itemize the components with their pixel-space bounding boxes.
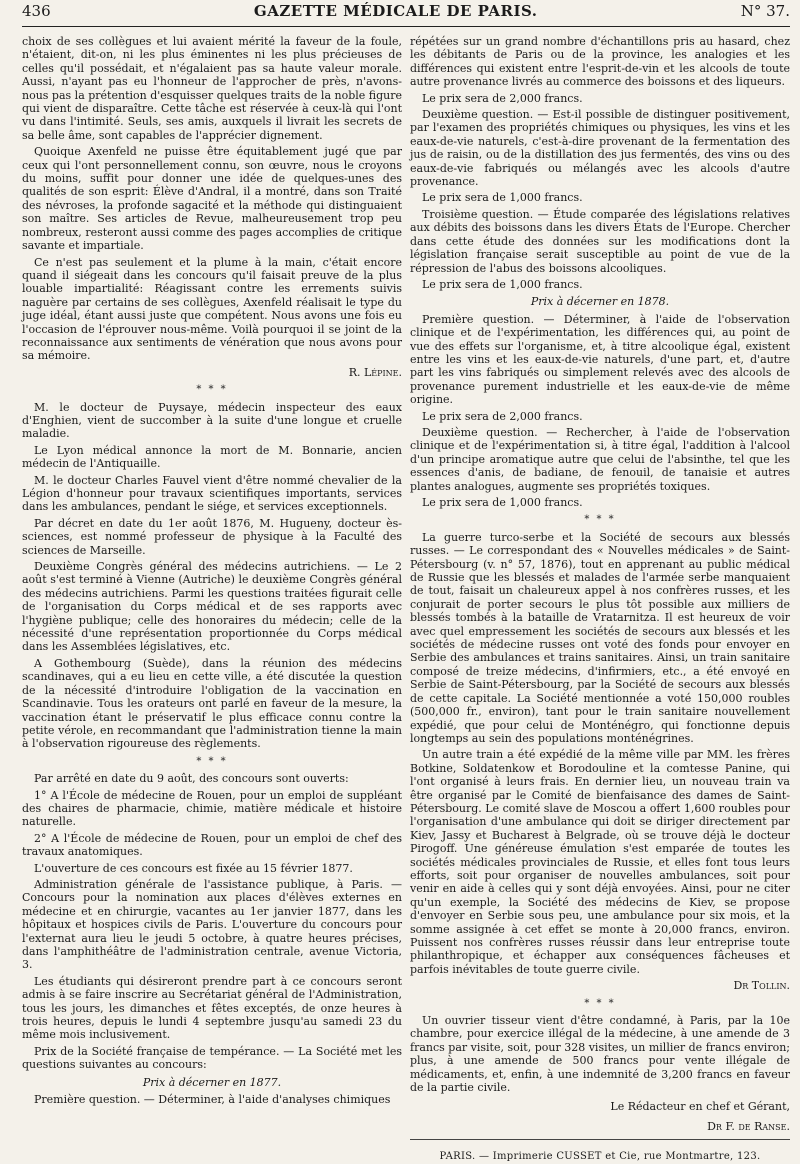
paragraph: M. le docteur Charles Fauvel vient d'être nommé chevalier de la Légion d'honneur pour travaux scientifiques importants, services dans les ambulances, pendant le siége, et services exceptionnels. (22, 473, 402, 514)
paragraph: Première question. — Déterminer, à l'aide de l'observation clinique et de l'expérimentation, les différences qui, au point de vue des effets sur l'organisme, et, à titre alcoolique égal, existent entre les vins et les eaux-de-vie naturels, d'une part, et, d'autre part les vins fabriqués ou simplement relevés avec des alcools de provenance purement industrielle et les eaux-de-vie de même origine. (410, 312, 790, 407)
paragraph: L'ouverture de ces concours est fixée au 15 février 1877. (34, 861, 353, 875)
paragraph: Le Lyon médical annonce la mort de M. Bonnarie, ancien médecin de l'Antiquaille. (22, 443, 402, 471)
paragraph: choix de ses collègues et lui avaient mérité la faveur de la foule, n'étaient, dit-on, ni les plus éminentes ni les plus précieuses de celles qu'il possédait, et n'égalaient pas sa haute valeur morale. Aussi, n'ayant pas eu l'honneur de l'approcher de près, n'avons-nous pas la prétention d'esquisser quelques traits de la noble figure qui vient de disparaître. Cette tâche est réservée à ceux-là qui l'ont vu dans l'intimité. Seuls, ses amis, auxquels il livrait les secrets de sa belle âme, sont capables de l'apprécier dignement. (22, 35, 403, 142)
page-number: 436 (22, 2, 51, 20)
paragraph: Troisième question. — Étude comparée des législations relatives aux débits des boissons dans les divers États de l'Europe. Chercher dans cette étude des données sur les modifications dont la législation française serait susceptible au point de vue de la répression de l'abus des boissons alcooliques. (410, 207, 790, 275)
paragraph: A Gothembourg (Suède), dans la réunion des médecins scandinaves, qui a eu lieu en cette ville, a été discutée la question de la nécessité d'introduire l'obligation de la vaccination en Scandinavie. Tous les orateurs ont parlé en faveur de la mesure, la vaccination étant le préservatif le plus efficace connu contre la petite vérole, en recommandant que l'administration tienne la main à l'observation rigoureuse des règlements. (22, 656, 402, 751)
paragraph: Le prix sera de 2,000 francs. (422, 409, 583, 423)
signature: Dr Tollin. (733, 979, 790, 993)
left-column (22, 35, 402, 1164)
separator-stars: * * * (196, 384, 228, 396)
paragraph: Le prix sera de 1,000 francs. (422, 277, 583, 291)
editor-line: Le Rédacteur en chef et Gérant, (610, 1100, 790, 1114)
right-column (410, 35, 790, 1164)
paragraph: Prix de la Société française de tempérance. — La Société met les questions suivantes au concours: (22, 1044, 402, 1072)
separator-stars: * * * (584, 997, 616, 1009)
signature: R. Lépine. (348, 365, 402, 379)
paragraph: Administration générale de l'assistance publique, à Paris. — Concours pour la nomination aux places d'élèves externes en médecine et en chirurgie, vacantes au 1er janvier 1877, dans les hôpitaux et hospices civils de Paris. L'ouverture du concours pour l'externat aura lieu le jeudi 5 octobre, à quatre heures précises, dans l'amphithéâtre de l'administration centrale, avenue Victoria, 3. (22, 877, 402, 972)
paragraph: Le prix sera de 1,000 francs. (422, 191, 583, 205)
paragraph: Deuxième question. — Rechercher, à l'aide de l'observation clinique et de l'expérimentation si, à titre égal, l'addition à l'alcool d'un principe aromatique autre que celui de l'absinthe, tel que les essences d'anis, de badiane, de fenouil, de tanaisie et autres plantes analogues, augmente ses propriétés toxiques. (410, 425, 790, 493)
paragraph: Un ouvrier tisseur vient d'être condamné, à Paris, par la 10e chambre, pour exercice illégal de la médecine, à une amende de 3 francs par visite, soit, pour 328 visites, un millier de francs environ; plus, à une amende de 500 francs pour vente illégale de médicaments, et, enfin, à une indemnité de 3,200 francs en faveur de la partie civile. (410, 1014, 790, 1095)
divider (410, 1139, 790, 1140)
paragraph: Deuxième Congrès général des médecins autrichiens. — Le 2 août s'est terminé à Vienne (Autriche) le deuxième Congrès général des médecins autrichiens. Parmi les questions traitées figurait celle de l'organisation du Corps médical et de ses rapports avec l'hygiène publique; celle des honoraires du médecin; celle de la nécessité d'une représentation proportionnée du Corps médical dans les Assemblées législatives, etc. (22, 560, 402, 654)
paragraph: Le prix sera de 1,000 francs. (422, 496, 583, 509)
paragraph: 2° A l'École de médecine de Rouen, pour un emploi de chef des travaux anatomiques. (22, 831, 402, 859)
paragraph: M. le docteur de Puysaye, médecin inspecteur des eaux d'Enghien, vient de succomber à la suite d'une longue et cruelle maladie. (22, 400, 402, 441)
section-heading: Prix à décerner en 1877. (142, 1075, 282, 1089)
printer-imprint: PARIS. — Imprimerie CUSSET et Cie, rue Montmartre, 123. (439, 1151, 761, 1163)
paragraph: La guerre turco-serbe et la Société de secours aux blessés russes. — Le correspondant des « Nouvelles médicales » de Saint-Pétersbourg (v. n° 57, 1876), tout en apprenant au public médical de Russie que les blessés et malades de l'armée serbe manquaient de tout, faisait un chaleureux appel à nos confrères russes, et les conjurait de porter secours le plus tôt possible aux milliers de blessés tombés à la bataille de Vratarnitza. Il est heureux de voir avec quel empressement les sociétés de secours aux blessés et les sociétés de médecine russes ont voté des fonds pour envoyer en Serbie des ambulances et trains sanitaires. Ainsi, un train sanitaire composé de treize médecins, d'infirmiers, etc., a été envoyé en Serbie de Saint-Pétersbourg, par la Société de secours aux blessés de cette capitale. La Société mentionnée a voté 150,000 roubles (500,000 fr., environ), tant pour le train sanitaire nouvellement expédié, que pour celui de Monténégro, qui fonctionne depuis longtemps au sein des populations monténégrines. (410, 530, 790, 745)
paragraph: répétées sur un grand nombre d'échantillons pris au hasard, chez les débitants de Paris ou de la province, les analogies et les différences qui existent entre l'esprit-de-vin et les alcools de toute autre provenance livrés au commerce des boissons et des liqueurs. (410, 35, 790, 89)
paragraph: Le prix sera de 2,000 francs. (422, 91, 583, 105)
paragraph: Par arrêté en date du 9 août, des concours sont ouverts: (34, 772, 349, 786)
page-header (22, 0, 790, 27)
separator-stars: * * * (584, 514, 616, 526)
section-heading: Prix à décerner en 1878. (530, 295, 670, 309)
paragraph: Deuxième question. — Est-il possible de distinguer positivement, par l'examen des propriétés chimiques ou physiques, les vins et les eaux-de-vie naturels, c'est-à-dire provenant de la fermentation des jus de raisin, ou de la distillation des jus fermentés, des vins ou des eaux-de-vie fabriqués ou mélangés avec les alcools d'autre provenance. (410, 108, 790, 189)
paragraph: Un autre train a été expédié de la même ville par MM. les frères Botkine, Soldatenkow et Borodouline et la comtesse Panine, qui l'ont organisé à leurs frais. En dernier lieu, un nouveau train va être organisé par le Comité de bienfaisance des dames de Saint-Pétersbourg. Le comité slave de Moscou a offert 1,600 roubles pour l'organisation d'une ambulance qui doit se diriger directement par Kiev, Jassy et Bucharest à Belgrade, où se trouve déjà le docteur Pirogoff. Une généreuse émulation s'est emparée de toutes les sociétés médicales provinciales de Russie, et elles font tous leurs efforts, soit pour organiser de nouvelles ambulances, soit pour venir en aide à celles qui y sont déjà envoyées. Ainsi, pour ne citer qu'un exemple, la Société des médecins de Kiev, se propose d'envoyer en Serbie sous peu, une ambulance pour six mois, et la somme assignée à cet effet se monte à 20,000 francs, environ. Puissent nos confrères russes réussir dans leur entreprise toute philanthropique, et échapper aux conséquences fâcheuses et parfois inévitables de toute guerre civile. (410, 748, 790, 976)
editor-name: Dr F. de Ranse. (707, 1119, 790, 1133)
paragraph: Les étudiants qui désireront prendre part à ce concours seront admis à se faire inscrire au Secrétariat général de l'Administration, tous les jours, les dimanches et fêtes exceptés, de onze heures à trois heures, depuis le lundi 4 septembre jusqu'au samedi 23 du même mois inclusivement. (22, 974, 402, 1042)
paragraph: Ce n'est pas seulement et la plume à la main, c'était encore quand il siégeait dans les concours qu'il faisait preuve de la plus louable impartialité: Réagissant contre les errements suivis naguère par certains de ses collègues, Axenfeld réalisait le type du juge idéal, étant aussi juste que compétent. Nous avons une fois eu l'occasion de l'éprouver nous-même. Voilà pourquoi il se joint de la reconnaissance aux sentiments de vénération que nous avons pour sa mémoire. (22, 255, 402, 363)
paragraph: Quoique Axenfeld ne puisse être équitablement jugé que par ceux qui l'ont personnellement connu, son œuvre, nous le croyons du moins, suffit pour donner une idée de quelques-unes des qualités de son esprit: Élève d'Andral, il a montré, dans son Traité des névroses, la profonde sagacité et la méthode qui distinguaient son maître. Ses articles de Revue, malheureusement trop peu nombreux, resteront aussi comme des pages accomplies de critique savante et impartiale. (22, 145, 402, 253)
paragraph: Première question. — Déterminer, à l'aide d'analyses chimiques (34, 1093, 391, 1107)
issue-number: N° 37. (740, 2, 790, 20)
separator-stars: * * * (196, 755, 228, 767)
paragraph: Par décret en date du 1er août 1876, M. Hugueny, docteur ès-sciences, est nommé professeur de physique à la Faculté des sciences de Marseille. (22, 516, 402, 557)
paragraph: 1° A l'École de médecine de Rouen, pour un emploi de suppléant des chaires de pharmacie, chimie, matière médicale et histoire naturelle. (22, 788, 402, 829)
journal-title: GAZETTE MÉDICALE DE PARIS. (253, 2, 538, 20)
